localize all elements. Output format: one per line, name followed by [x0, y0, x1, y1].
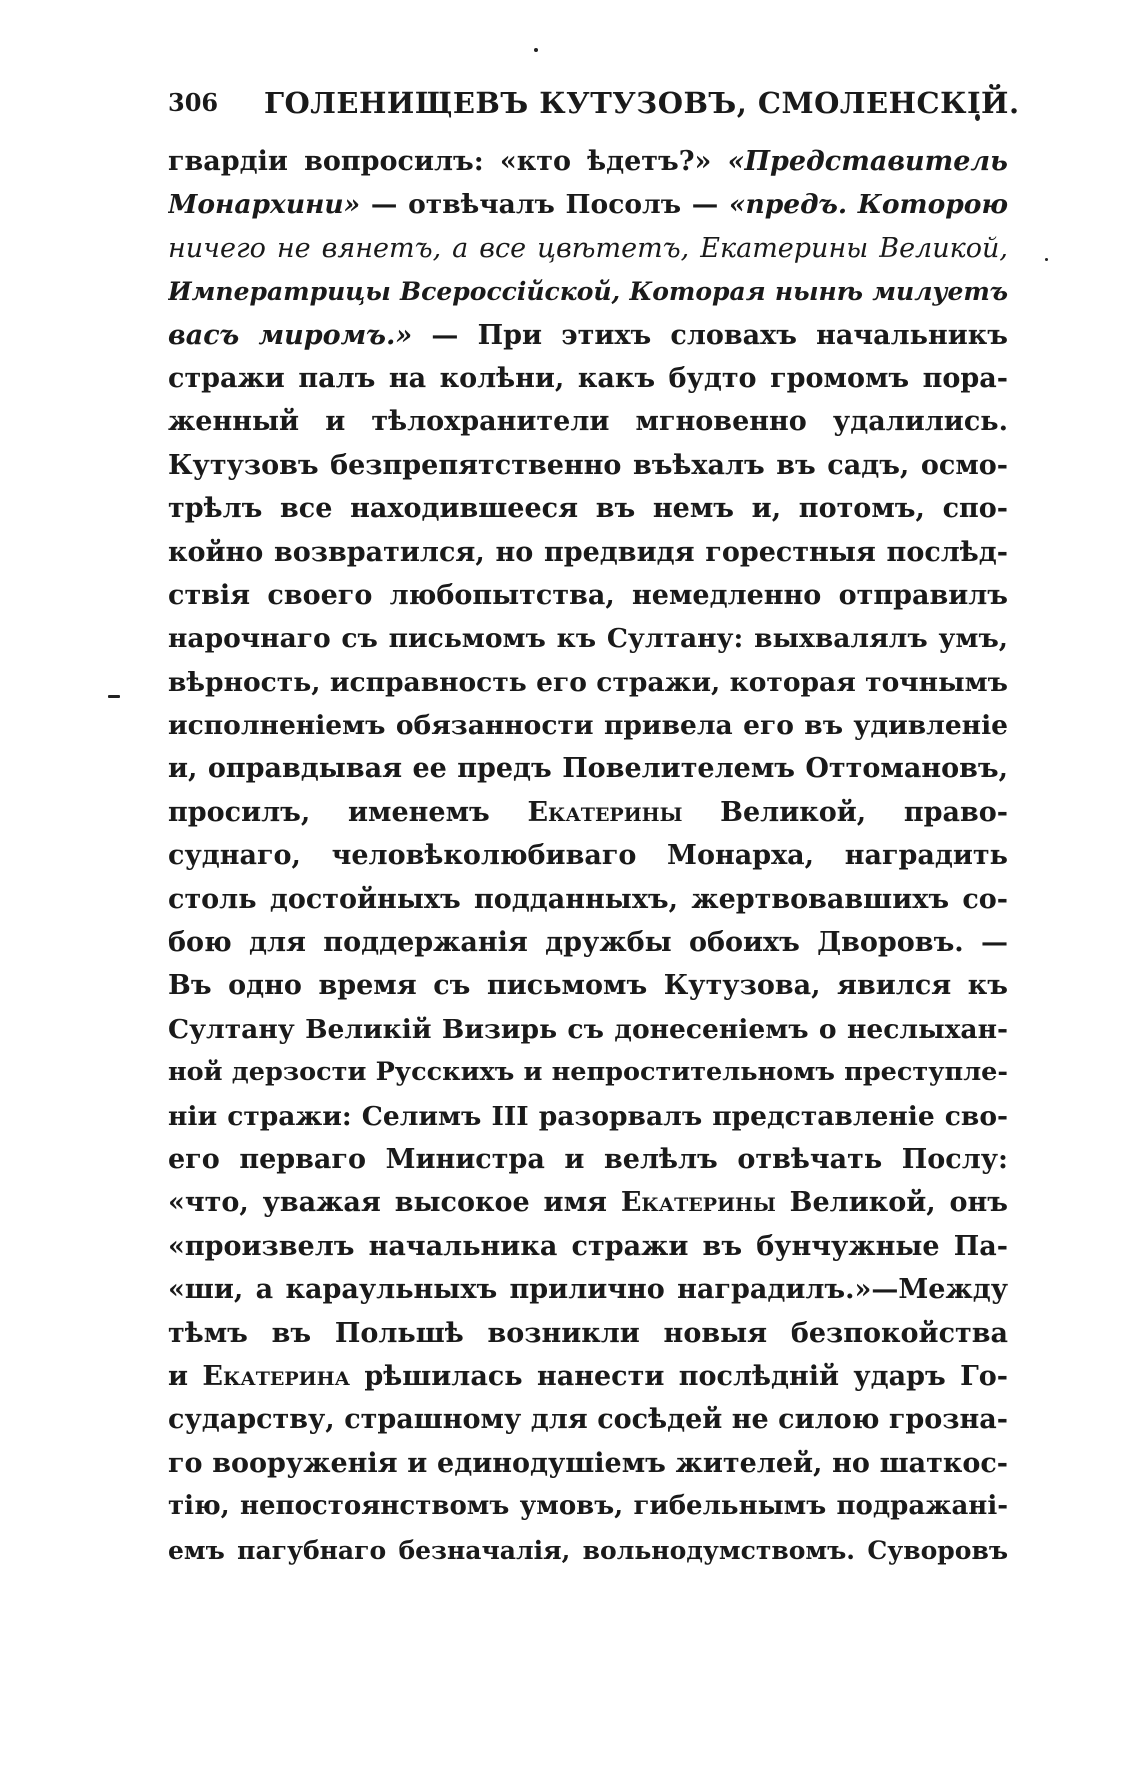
- text-run: ной дерзости Русскихъ и непростительномъ преступле-: [168, 1057, 1008, 1088]
- text-line: [168, 747, 1008, 790]
- text-run: «Представитель: [727, 146, 1008, 177]
- text-line: [168, 1442, 1008, 1485]
- text-run: Монархини»: [168, 189, 361, 221]
- text-line: [168, 617, 1008, 660]
- text-line: [168, 270, 1008, 313]
- text-line: [168, 1268, 1008, 1311]
- text-run: столь достойныхъ подданныхъ, жертвовавшихъ со-: [168, 883, 1008, 915]
- text-line: [168, 444, 1008, 487]
- text-run: бою для поддержанія дружбы обоихъ Дворовъ. —: [168, 927, 1008, 959]
- text-line: [168, 1529, 1008, 1572]
- text-line: [168, 531, 1008, 574]
- text-line: [168, 574, 1008, 617]
- text-line: [168, 227, 1008, 270]
- text-run: суднаго, человѣколюбиваго Монарха, наградить: [168, 840, 1008, 872]
- text-run: и, оправдывая ее предъ Повелителемъ Оттомановъ,: [168, 753, 1008, 785]
- text-line: [168, 140, 1008, 183]
- text-line: [168, 878, 1008, 921]
- text-line: [168, 661, 1008, 704]
- text-line: [168, 964, 1008, 1007]
- text-run: койно возвратился, но предвидя горестныя послѣд-: [168, 536, 1008, 568]
- page-header: [168, 82, 1020, 132]
- text-run: емъ пагубнаго безначалія, вольнодумствомъ. Суворовъ: [168, 1535, 1008, 1565]
- text-run: нарочнаго съ письмомъ къ Султану: выхвалялъ умъ,: [168, 623, 1008, 655]
- text-run: ничего не вянетъ, а все цвѣтетъ, Екатерины Великой,: [168, 232, 1008, 264]
- body-text: [168, 140, 1008, 1572]
- text-run: и: [168, 1360, 203, 1392]
- text-run: го вооруженія и единодушіемъ жителей, но шаткос-: [168, 1447, 1008, 1479]
- text-run: трѣлъ все находившееся въ немъ и, потомъ, спо-: [168, 493, 1008, 525]
- text-run: гвардіи вопросилъ: «кто ѣдетъ?»: [168, 146, 728, 177]
- text-run: сударству, страшному для сосѣдей не силою грозна-: [168, 1404, 1008, 1436]
- text-run: Султану Великій Визирь съ донесеніемъ о неслыхан-: [168, 1013, 1008, 1045]
- ink-dash-left-margin: [108, 695, 120, 698]
- text-line: [168, 834, 1008, 877]
- text-run: Екатерина: [202, 1360, 351, 1392]
- ink-speck-right-margin: [1045, 258, 1048, 261]
- text-line: [168, 1181, 1008, 1224]
- text-run: просилъ, именемъ: [168, 796, 528, 828]
- text-run: его перваго Министра и велѣлъ отвѣчать Послу:: [168, 1143, 1008, 1175]
- running-title: ГОЛЕНИЩЕВЪ КУТУЗОВЪ, СМОЛЕНСКІЙ.: [264, 86, 1020, 120]
- text-run: стражи палъ на колѣни, какъ будто громомъ пора-: [168, 362, 1008, 394]
- text-line: [168, 1485, 1008, 1528]
- text-line: [168, 921, 1008, 964]
- text-line: [168, 1355, 1008, 1398]
- text-run: Въ одно время съ письмомъ Кутузова, явился къ: [168, 970, 1008, 1002]
- text-line: [168, 704, 1008, 747]
- text-run: тію, непостоянствомъ умовъ, гибельнымъ подражані-: [168, 1491, 1008, 1522]
- ink-speck-top: [534, 48, 538, 52]
- text-run: Екатерины: [527, 796, 683, 828]
- text-line: [168, 183, 1008, 226]
- page-number: 306: [168, 88, 219, 117]
- text-run: ніи стражи: Селимъ III разорвалъ представленіе сво-: [168, 1100, 1008, 1132]
- text-run: Великой, право-: [682, 796, 1008, 828]
- text-run: — отвѣчалъ Посолъ —: [360, 189, 729, 221]
- text-run: Екатерины: [620, 1187, 776, 1219]
- text-run: «произвелъ начальника стражи въ бунчужные Па-: [168, 1230, 1008, 1262]
- text-run: «что, уважая высокое имя: [168, 1187, 621, 1219]
- text-run: Кутузовъ безпрепятственно въѣхалъ въ садъ, осмо-: [168, 449, 1008, 481]
- text-line: [168, 1398, 1008, 1441]
- text-line: [168, 314, 1008, 357]
- text-run: ствія своего любопытства, немедленно отправилъ: [168, 579, 1008, 611]
- text-line: [168, 1051, 1008, 1094]
- text-line: [168, 1138, 1008, 1181]
- text-line: [168, 400, 1008, 443]
- text-line: [168, 1225, 1008, 1268]
- text-run: исполненіемъ обязанности привела его въ удивленіе: [168, 710, 1008, 742]
- text-run: Великой, онъ: [775, 1187, 1008, 1219]
- text-run: «предъ. Которою: [728, 189, 1008, 221]
- text-run: Императрицы Всероссійской, Которая нынѣ милуетъ: [168, 277, 1008, 307]
- text-line: [168, 357, 1008, 400]
- text-run: рѣшилась нанести послѣдній ударъ Го-: [350, 1360, 1008, 1392]
- text-run: «ши, а караульныхъ прилично наградилъ.»—Между: [168, 1274, 1008, 1306]
- text-line: [168, 1095, 1008, 1138]
- text-run: васъ миромъ.»: [168, 319, 413, 351]
- text-run: вѣрность, исправность его стражи, которая точнымъ: [168, 666, 1008, 698]
- text-line: [168, 1008, 1008, 1051]
- text-line: [168, 487, 1008, 530]
- text-line: [168, 791, 1008, 834]
- text-line: [168, 1312, 1008, 1355]
- text-run: женный и тѣлохранители мгновенно удалились.: [168, 406, 1008, 438]
- text-run: — При этихъ словахъ начальникъ: [412, 319, 1008, 351]
- text-run: тѣмъ въ Польшѣ возникли новыя безпокойства: [168, 1317, 1008, 1349]
